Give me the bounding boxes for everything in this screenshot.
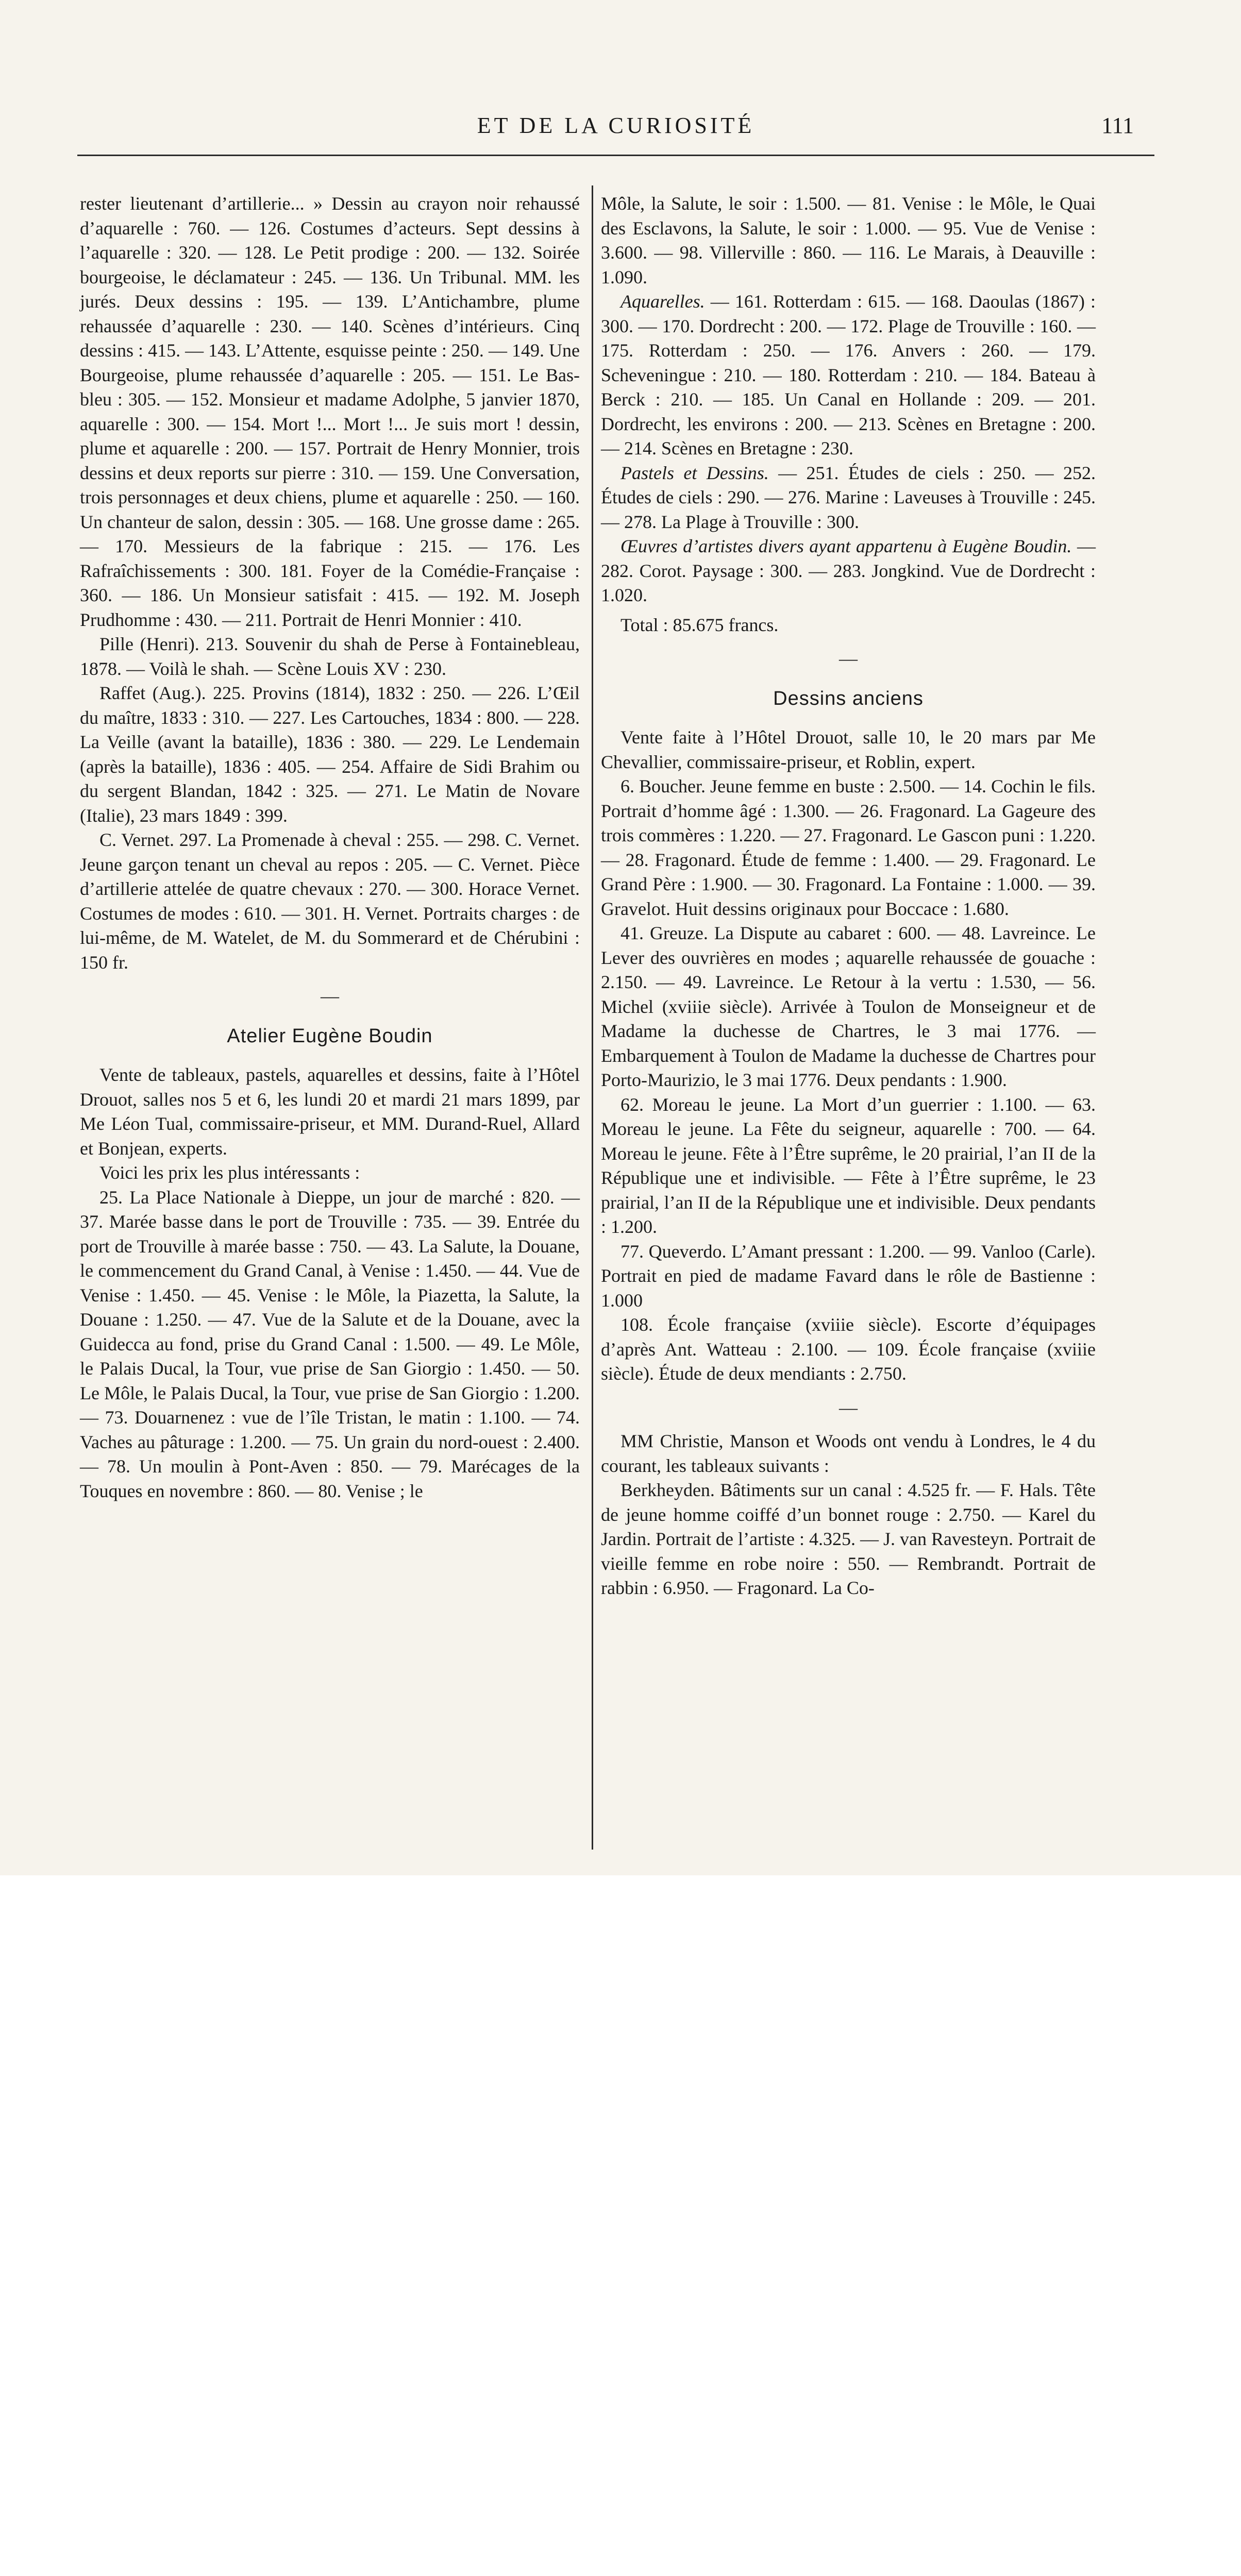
text-paragraph <box>601 290 1096 461</box>
italic-lead: Pastels et Dessins. <box>620 462 769 483</box>
text-paragraph: 77. Queverdo. L’Amant pressant : 1.200. — 99. Vanloo (Carle). Portrait en pied de madame Favard dans le rôle de Bastienne : 1.000 <box>601 1241 1096 1311</box>
text-paragraph: Pille (Henri). 213. Souvenir du shah de Perse à Fontainebleau, 1878. — Voilà le shah. — Scène Louis XV : 230. <box>80 634 580 679</box>
page-number: 111 <box>1101 113 1134 138</box>
section-separator: — <box>839 648 858 669</box>
text-paragraph: Voici les prix les plus intéressants : <box>99 1162 360 1183</box>
text-paragraph: 25. La Place Nationale à Dieppe, un jour de marché : 820. — 37. Marée basse dans le port de Trouville : 735. — 39. Entrée du port de Trouville à marée basse : 750. — 43. La Salute, la Douane, le commencement du Grand Canal, à Venise : 1.450. — 44. Vue de Venise : 1.450. — 45. Venise : le Môle, la Piazetta, la Salute, la Douane : 1.250. — 47. Vue de la Salute et de la Douane, avec la Guidecca au fond, prise du Grand Canal : 1.500. — 49. Le Môle, le Palais Ducal, la Tour, vue prise de San Giorgio : 1.450. — 50. Le Môle, le Palais Ducal, la Tour, vue prise de San Giorgio : 1.200. — 73. Douarnenez : vue de l’île Tristan, le matin : 1.100. — 74. Vaches au pâturage : 1.200. — 75. Un grain du nord-ouest : 2.400. — 78. Un moulin à Pont-Aven : 850. — 79. Marécages de la Touques en novembre : 860. — 80. Venise ; le <box>80 1187 580 1501</box>
italic-lead: Œuvres d’artistes divers ayant appartenu à Eugène Boudin. <box>620 536 1072 556</box>
sale-total: Total : 85.675 francs. <box>620 614 779 635</box>
paragraph-text: — 161. Rotterdam : 615. — 168. Daoulas (1867) : 300. — 170. Dordrecht : 200. — 172. Plage de Trouville : 160. — 175. Rotterdam : 250. — 176. Anvers : 260. — 179. Scheveningue : 210. — 180. Rotterdam : 210. — 184. Bateau à Berck : 210. — 185. Un Canal en Hollande : 209. — 201. Dordrecht, les environs : 200. — 213. Scènes en Bretagne : 200. — 214. Scènes en Bretagne : 230. <box>601 291 1096 459</box>
text-paragraph <box>601 461 1096 535</box>
text-paragraph: Berkheyden. Bâtiments sur un canal : 4.525 fr. — F. Hals. Tête de jeune homme coiffé d’un bonnet rouge : 2.750. — Karel du Jardin. Portrait de l’artiste : 4.325. — J. van Ravesteyn. Portrait de vieille femme en robe noire : 550. — Rembrandt. Portrait de rabbin : 6.950. — Fragonard. La Co- <box>601 1480 1096 1598</box>
text-paragraph: 108. École française (xviiie siècle). Escorte d’équipages d’après Ant. Watteau : 2.100. — 109. École française (xviiie siècle). Étude de deux mendiants : 2.750. <box>601 1314 1096 1384</box>
paragraph-text: — 282. Corot. Paysage : 300. — 283. Jongkind. Vue de Dordrecht : 1.020. <box>601 536 1096 605</box>
right-column <box>592 192 1096 1601</box>
left-column <box>80 192 580 1503</box>
text-paragraph: Môle, la Salute, le soir : 1.500. — 81. Venise : le Môle, le Quai des Esclavons, la Salute, le soir : 1.000. — 95. Vue de Venise : 3.600. — 98. Villerville : 860. — 116. Le Marais, à Deauville : 1.090. <box>601 193 1096 287</box>
section-heading: Atelier Eugène Boudin <box>227 1025 433 1047</box>
italic-lead: Aquarelles. <box>620 291 705 312</box>
text-paragraph: 6. Boucher. Jeune femme en buste : 2.500. — 14. Cochin le fils. Portrait d’homme âgé : 1.300. — 26. Fragonard. La Gageure des trois commères : 1.220. — 27. Fragonard. Le Gascon puni : 1.220. — 28. Fragonard. Étude de femme : 1.400. — 29. Fragonard. Le Grand Père : 1.900. — 30. Fragonard. La Fontaine : 1.000. — 39. Gravelot. Huit dessins originaux pour Boccace : 1.680. <box>601 776 1096 919</box>
digitization-footer <box>0 1875 1241 2040</box>
paragraph-text: — 251. Études de ciels : 250. — 252. Études de ciels : 290. — 276. Marine : Laveuses à Trouville : 245. — 278. La Plage à Trouville : 300. <box>601 462 1096 532</box>
running-title: ET DE LA CURIOSITÉ <box>477 113 755 138</box>
text-paragraph: rester lieutenant d’artillerie... » Dessin au crayon noir rehaussé d’aquarelle : 760. — 126. Costumes d’acteurs. Sept dessins à l’aquarelle : 320. — 128. Le Petit prodige : 200. — 132. Soirée bourgeoise, le déclamateur : 245. — 136. Un Tribunal. MM. les jurés. Deux dessins : 195. — 139. L’Antichambre, plume rehaussée d’aquarelle : 230. — 140. Scènes d’intérieurs. Cinq dessins : 415. — 143. L’Attente, esquisse peinte : 250. — 149. Une Bourgeoise, plume rehaussée d’aquarelle : 205. — 151. Le Bas-bleu : 305. — 152. Monsieur et madame Adolphe, 5 janvier 1870, aquarelle : 300. — 154. Mort !... Mort !... Je suis mort ! dessin, plume et aquarelle : 200. — 157. Portrait de Henry Monnier, trois dessins et deux reports sur pierre : 310. — 159. Une Conversation, trois personnages et deux chiens, plume et aquarelle : 250. — 160. Un chanteur de salon, dessin : 305. — 168. Une grosse dame : 265. — 170. Messieurs de la fabrique : 215. — 176. Les Rafraîchissements : 300. 181. Foyer de la Comédie-Française : 360. — 186. Un Monsieur satisfait : 415. — 192. M. Joseph Prudhomme : 430. — 211. Portrait de Henri Monnier : 410. <box>80 193 580 630</box>
running-header <box>77 108 1154 144</box>
header-rule <box>77 155 1154 156</box>
text-paragraph <box>601 534 1096 608</box>
section-separator: — <box>321 986 339 1006</box>
section-heading: Dessins anciens <box>773 687 924 709</box>
section-separator: — <box>839 1397 858 1418</box>
text-paragraph: MM Christie, Manson et Woods ont vendu à Londres, le 4 du courant, les tableaux suivants : <box>601 1431 1096 1476</box>
text-paragraph: C. Vernet. 297. La Promenade à cheval : 255. — 298. C. Vernet. Jeune garçon tenant un cheval au repos : 205. — C. Vernet. Pièce d’artillerie attelée de quatre chevaux : 270. — 300. Horace Vernet. Costumes de modes : 610. — 301. H. Vernet. Portraits charges : de lui-même, de M. Watelet, de M. du Sommerard et de Chérubini : 150 fr. <box>80 829 580 973</box>
text-paragraph: Raffet (Aug.). 225. Provins (1814), 1832 : 250. — 226. L’Œil du maître, 1833 : 310. — 227. Les Cartouches, 1834 : 800. — 228. La Veille (avant la bataille), 1836 : 380. — 229. Le Lendemain (après la bataille), 1836 : 405. — 254. Affaire de Sidi Brahim ou du sergent Blandan, 1842 : 325. — 271. Le Matin de Novare (Italie), 23 mars 1849 : 399. <box>80 683 580 826</box>
text-paragraph: Vente de tableaux, pastels, aquarelles et dessins, faite à l’Hôtel Drouot, salles nos 5 et 6, les lundi 20 et mardi 21 mars 1899, par Me Léon Tual, commissaire-priseur, et MM. Durand-Ruel, Allard et Bonjean, experts. <box>80 1064 580 1159</box>
text-paragraph: 62. Moreau le jeune. La Mort d’un guerrier : 1.100. — 63. Moreau le jeune. La Fête du seigneur, aquarelle : 700. — 64. Moreau le jeune. Fête à l’Être suprême, le 20 prairial, l’an II de la République une et indivisible. — Fête à l’Être suprême, le 23 prairial, l’an II de la République une et indivisible. Deux pendants : 1.200. <box>601 1094 1096 1237</box>
text-paragraph: 41. Greuze. La Dispute au cabaret : 600. — 48. Lavreince. Le Lever des ouvrières en modes ; aquarelle rehaussée de gouache : 2.150. — 49. Lavreince. Le Retour à la vertu : 1.530, — 56. Michel (xviiie siècle). Arrivée à Toulon de Monseigneur et de Madame la duchesse de Chartres, le 3 mai 1776. — Embarquement à Toulon de Madame la duchesse de Chartres pour Porto-Maurizio, le 3 mai 1776. Deux pendants : 1.900. <box>601 923 1096 1090</box>
text-paragraph: Vente faite à l’Hôtel Drouot, salle 10, le 20 mars par Me Chevallier, commissaire-priseur, et Roblin, expert. <box>601 727 1096 772</box>
